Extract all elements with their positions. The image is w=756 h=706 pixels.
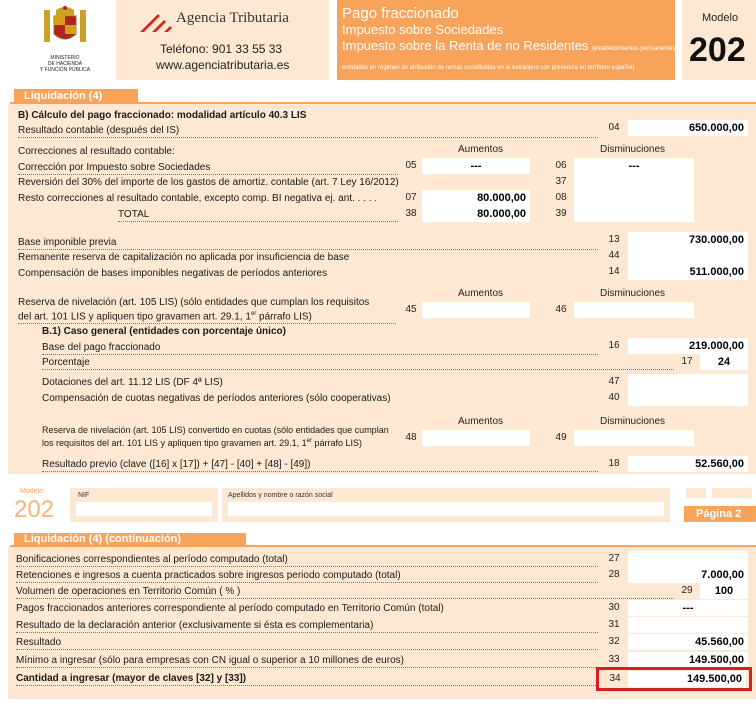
label-30: Pagos fraccionados anteriores correspondiente al período computado en Territorio Común (total) [16,603,444,614]
modelo-label: Modelo [702,12,739,24]
value-48[interactable] [422,430,530,446]
label-porcentaje: Porcentaje [42,357,674,370]
page2-modelo-number: 202 [14,496,55,523]
label-dotaciones: Dotaciones del art. 11.12 LIS (DF 4ª LIS) [42,377,223,388]
value-40[interactable] [628,390,748,406]
value-17[interactable]: 24 [700,354,748,370]
box-39: 39 [550,206,572,222]
agency-phone: Teléfono: 901 33 55 33 [160,42,283,56]
coat-of-arms-icon [30,6,100,50]
label-base-previa: Base imponible previa [18,237,598,250]
heading-b1: B.1) Caso general (entidades con porcentaje único) [42,326,286,337]
nif-input[interactable] [76,502,212,516]
label-29: Volumen de operaciones en Territorio Común ( % ) [16,586,674,599]
agency-website: www.agenciatributaria.es [156,58,290,72]
box-28: 28 [600,567,628,583]
value-45[interactable] [422,302,530,318]
reserva-cuotas-text: los requisitos del art. 101 LIS y apliquen tipo gravamen art. 29.1, 1 [42,438,307,448]
value-49[interactable] [574,430,694,446]
value-46[interactable] [574,302,694,318]
box-16: 16 [600,338,628,354]
value-16[interactable]: 219.000,00 [628,338,748,354]
box-04: 04 [600,120,628,136]
col-disminuciones-1: Disminuciones [600,144,666,155]
title-line-3-small: (establecimientos permanentes y [592,46,681,52]
label-resto: Resto correcciones al resultado contable, excepto comp. BI negativa ej. ant. . . . . [18,193,378,204]
value-39[interactable] [574,206,694,222]
nif-block [70,488,218,522]
value-27[interactable] [628,551,748,567]
section1-tab-label: Liquidación (4) [24,90,103,102]
label-27: Bonificaciones correspondientes al período computado (total) [16,554,598,567]
name-label: Apellidos y nombre o razón social [228,492,333,499]
government-emblem [30,6,100,73]
value-08[interactable] [574,190,694,206]
value-07[interactable]: 80.000,00 [422,190,530,206]
label-34: Cantidad a ingresar (mayor de claves [32] y [33]) [16,673,598,686]
modelo-number: 202 [689,31,746,69]
value-06[interactable]: --- [574,158,694,174]
box-27: 27 [600,551,628,567]
label-reserva-cuotas-1: Reserva de nivelación (art. 105 LIS) convertido en cuotas (sólo entidades que cumplan [42,425,389,435]
value-47[interactable] [628,374,748,390]
section1-tab [14,89,138,104]
value-34[interactable]: 149.500,00 [628,671,746,687]
value-13[interactable]: 730.000,00 [628,232,748,248]
box-29: 29 [676,583,698,599]
box-46: 46 [550,302,572,318]
col-disminuciones-3: Disminuciones [600,416,666,427]
title-line-1: Pago fraccionado [342,5,459,22]
box-33: 33 [600,652,628,668]
col-disminuciones-2: Disminuciones [600,288,666,299]
agency-block [116,0,329,80]
label-reserva-nivelacion-2 [18,308,396,324]
form-title-block [337,0,681,80]
box-18: 18 [600,456,628,472]
label-resultado-contable: Resultado contable (después del IS) [18,125,598,138]
agency-name: Agencia Tributaria [176,10,289,26]
label-31: Resultado de la declaración anterior (exclusivamente si ésta es complementaria) [16,620,598,633]
nif-label: NIF [78,492,90,499]
title-line-4: entidades en régimen de atribución de rentas constituidas en el extranjero con presencia en territorio español) [342,65,635,71]
value-14[interactable]: 511.000,00 [628,264,748,280]
value-28[interactable]: 7.000,00 [628,567,748,583]
box-14: 14 [600,264,628,280]
box-17: 17 [676,354,698,370]
label-reserva-cuotas-2 [42,435,362,449]
value-32[interactable]: 45.560,00 [628,634,748,650]
section2-tab-label: Liquidación (4) (continuación) [24,533,182,545]
value-33[interactable]: 149.500,00 [628,652,748,668]
reserva-nivelacion-end: párrafo LIS) [256,311,312,323]
value-30[interactable]: --- [628,600,748,616]
modelo-block [682,0,756,80]
box-30: 30 [600,600,628,616]
reserva-cuotas-sup: er [306,438,312,444]
box-37: 37 [550,174,572,190]
label-correcciones: Correcciones al resultado contable: [18,146,175,157]
box-38: 38 [400,206,422,222]
value-44[interactable] [628,248,748,264]
reserva-nivelacion-text: del art. 101 LIS y apliquen tipo gravamen art. 29.1, 1 [18,311,251,323]
label-33: Mínimo a ingresar (sólo para empresas con CN igual o superior a 10 millones de euros) [16,655,598,668]
col-aumentos-3: Aumentos [458,416,504,427]
ministry-line-1: MINISTERIO [50,55,80,61]
box-08: 08 [550,190,572,206]
label-32: Resultado [16,637,598,650]
value-38[interactable]: 80.000,00 [422,206,530,222]
box-13: 13 [600,232,628,248]
box-44: 44 [600,248,628,264]
page2-corner-box-1 [686,488,706,498]
page2-corner-box-2 [712,488,752,498]
name-block [222,488,670,522]
value-37[interactable] [574,174,694,190]
label-correccion-is: Corrección por Impuesto sobre Sociedades [18,162,398,175]
box-48: 48 [400,430,422,446]
label-reversion: Reversión del 30% del importe de los gastos de amortiz. contable (art. 7 Ley 16/2012) [18,177,399,188]
value-18[interactable]: 52.560,00 [628,456,748,472]
title-line-3-main: Impuesto sobre la Renta de no Residentes [342,38,589,53]
label-28: Retenciones e ingresos a cuenta practicados sobre ingresos periodo computado (total) [16,570,598,583]
box-31: 31 [600,617,628,633]
value-04[interactable]: 650.000,00 [628,120,748,136]
col-aumentos-1: Aumentos [458,144,504,155]
section2-tab [14,533,246,547]
value-29[interactable]: 100 [700,583,748,599]
reserva-cuotas-end: párrafo LIS) [312,438,363,448]
box-40: 40 [600,390,628,406]
box-07: 07 [400,190,422,206]
page2-badge [684,506,756,522]
col-aumentos-2: Aumentos [458,288,504,299]
page2-modelo-label: Modelo [20,488,43,495]
title-line-2: Impuesto sobre Sociedades [342,22,504,37]
agency-logo-icon [138,12,178,34]
box-49: 49 [550,430,572,446]
ministry-line-2: DE HACIENDA [47,61,83,67]
box-05: 05 [400,158,422,174]
page2-badge-label: Página 2 [696,508,742,520]
box-34: 34 [602,671,628,687]
label-remanente: Remanente reserva de capitalización no aplicada por insuficiencia de base [18,252,350,263]
label-compensacion-cuotas: Compensación de cuotas negativas de períodos anteriores (sólo cooperativas) [42,393,391,404]
label-base-pago: Base del pago fraccionado [42,342,598,355]
ministry-line-3: Y FUNCIÓN PÚBLICA [39,67,91,73]
label-total: TOTAL [118,209,398,222]
value-05[interactable]: --- [422,158,530,174]
value-31[interactable] [628,617,748,633]
name-input[interactable] [228,502,664,516]
label-reserva-nivelacion-1: Reserva de nivelación (art. 105 LIS) (sólo entidades que cumplan los requisitos [18,297,370,308]
box-32: 32 [600,634,628,650]
label-compensacion: Compensación de bases imponibles negativas de períodos anteriores [18,268,328,279]
label-resultado-previo: Resultado previo (clave ([16] x [17]) + [47] - [40] + [48] - [49]) [42,459,598,472]
reserva-nivelacion-sup: er [250,311,257,317]
box-06: 06 [550,158,572,174]
box-45: 45 [400,302,422,318]
heading-b: B) Cálculo del pago fraccionado: modalidad artículo 40.3 LIS [18,110,307,121]
title-line-3 [342,39,680,56]
box-47: 47 [600,374,628,390]
